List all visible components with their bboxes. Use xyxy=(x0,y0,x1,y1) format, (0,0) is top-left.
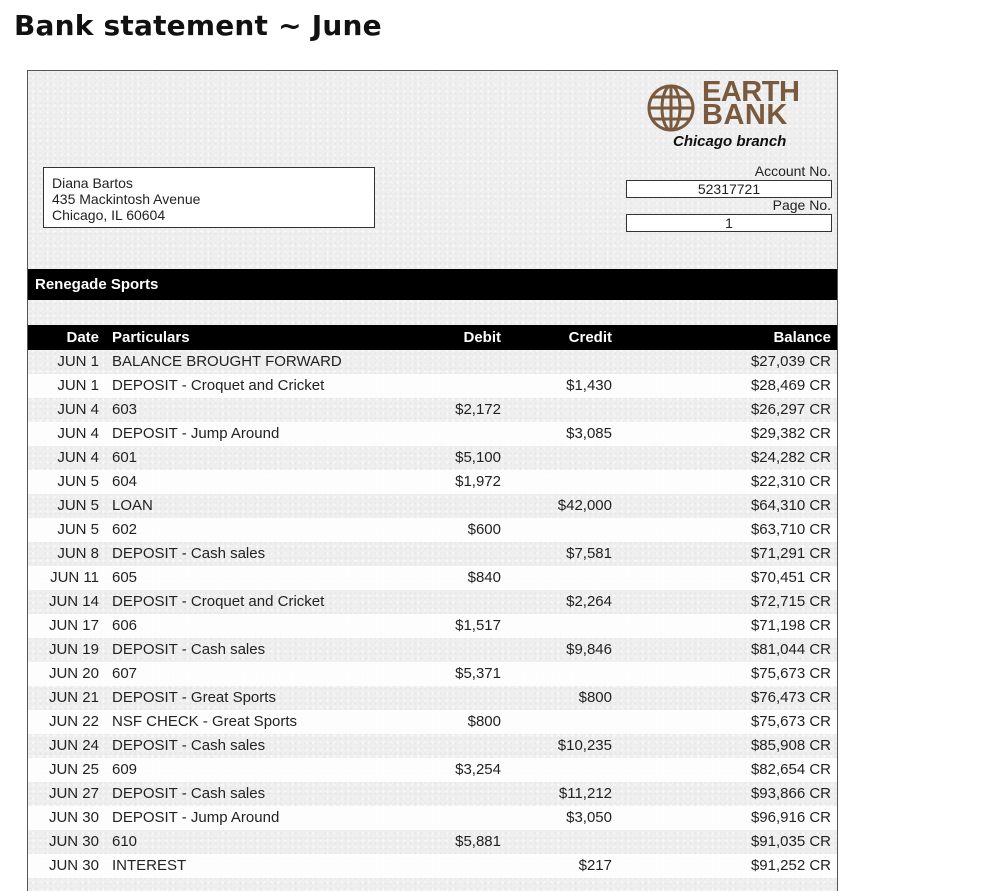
row-particulars: 605 xyxy=(112,569,138,586)
table-row xyxy=(28,542,837,566)
table-row xyxy=(28,446,837,470)
table-row xyxy=(28,494,837,518)
row-credit: $217 xyxy=(578,857,612,874)
account-number-field: 52317721 xyxy=(626,180,832,198)
customer-city: Chicago, IL 60604 xyxy=(52,207,166,223)
table-row xyxy=(28,758,837,782)
row-particulars: NSF CHECK - Great Sports xyxy=(112,713,298,730)
row-date: JUN 19 xyxy=(48,641,99,658)
row-date: JUN 8 xyxy=(57,545,99,562)
row-credit: $1,430 xyxy=(566,377,612,394)
table-row xyxy=(28,422,837,446)
row-debit: $840 xyxy=(467,569,501,586)
table-row xyxy=(28,662,837,686)
table-row xyxy=(28,518,837,542)
row-date: JUN 30 xyxy=(48,857,99,874)
branch-name: Chicago branch xyxy=(673,133,787,150)
table-header xyxy=(28,325,837,350)
row-particulars: BALANCE BROUGHT FORWARD xyxy=(112,353,342,370)
row-date: JUN 5 xyxy=(57,497,99,514)
row-date: JUN 5 xyxy=(57,521,99,538)
row-credit: $800 xyxy=(578,689,612,706)
row-particulars: 604 xyxy=(112,473,138,490)
customer-street: 435 Mackintosh Avenue xyxy=(52,191,201,207)
table-row xyxy=(28,566,837,590)
bank-logo-text xyxy=(702,76,800,131)
bank-statement xyxy=(27,70,838,891)
row-credit: $9,846 xyxy=(566,641,612,658)
row-debit: $2,172 xyxy=(455,401,501,418)
row-debit: $600 xyxy=(467,521,501,538)
row-credit: $3,050 xyxy=(566,809,612,826)
table-row xyxy=(28,398,837,422)
row-particulars: DEPOSIT - Great Sports xyxy=(112,689,276,706)
row-date: JUN 22 xyxy=(48,713,99,730)
row-particulars: LOAN xyxy=(112,497,153,514)
table-row xyxy=(28,854,837,878)
page-number-label: Page No. xyxy=(772,197,831,213)
row-balance: $96,916 CR xyxy=(750,809,831,826)
row-particulars: 610 xyxy=(112,833,138,850)
row-particulars: DEPOSIT - Cash sales xyxy=(112,737,266,754)
row-particulars: 601 xyxy=(112,449,138,466)
row-particulars: DEPOSIT - Cash sales xyxy=(112,545,266,562)
row-balance: $22,310 CR xyxy=(750,473,831,490)
row-debit: $5,371 xyxy=(455,665,501,682)
table-row xyxy=(28,830,837,854)
table-row xyxy=(28,734,837,758)
row-date: JUN 20 xyxy=(48,665,99,682)
row-date: JUN 1 xyxy=(57,377,99,394)
header-date: Date xyxy=(66,329,99,346)
row-particulars: DEPOSIT - Croquet and Cricket xyxy=(112,593,325,610)
row-balance: $75,673 CR xyxy=(750,665,831,682)
row-credit: $42,000 xyxy=(557,497,612,514)
row-debit: $1,972 xyxy=(455,473,501,490)
header-debit: Debit xyxy=(463,329,501,346)
row-particulars: DEPOSIT - Cash sales xyxy=(112,641,266,658)
row-balance: $76,473 CR xyxy=(750,689,831,706)
table-row xyxy=(28,590,837,614)
row-particulars: INTEREST xyxy=(112,857,187,874)
row-balance: $63,710 CR xyxy=(750,521,831,538)
page-number-field: 1 xyxy=(626,214,832,232)
row-credit: $2,264 xyxy=(566,593,612,610)
row-balance: $75,673 CR xyxy=(750,713,831,730)
table-row xyxy=(28,638,837,662)
row-date: JUN 4 xyxy=(57,401,99,418)
row-particulars: 606 xyxy=(112,617,138,634)
row-debit: $3,254 xyxy=(455,761,501,778)
row-particulars: DEPOSIT - Jump Around xyxy=(112,425,280,442)
row-credit: $3,085 xyxy=(566,425,612,442)
row-particulars: 607 xyxy=(112,665,138,682)
customer-address-box xyxy=(43,167,375,228)
row-balance: $64,310 CR xyxy=(750,497,831,514)
row-balance: $85,908 CR xyxy=(750,737,831,754)
customer-name: Diana Bartos xyxy=(52,175,133,191)
row-date: JUN 1 xyxy=(57,353,99,370)
row-debit: $5,100 xyxy=(455,449,501,466)
row-credit: $11,212 xyxy=(558,785,612,802)
logo-line-1: EARTH xyxy=(702,76,800,108)
table-row xyxy=(28,710,837,734)
row-particulars: DEPOSIT - Jump Around xyxy=(112,809,280,826)
row-date: JUN 14 xyxy=(48,593,99,610)
bank-logo xyxy=(646,76,816,141)
globe-icon xyxy=(646,83,696,133)
transaction-rows xyxy=(28,350,837,878)
row-date: JUN 5 xyxy=(57,473,99,490)
page-title: Bank statement ~ June xyxy=(14,9,382,42)
row-particulars: DEPOSIT - Cash sales xyxy=(112,785,266,802)
row-date: JUN 21 xyxy=(48,689,99,706)
row-particulars: DEPOSIT - Croquet and Cricket xyxy=(112,377,325,394)
row-date: JUN 4 xyxy=(57,449,99,466)
row-date: JUN 11 xyxy=(50,569,99,586)
row-date: JUN 4 xyxy=(57,425,99,442)
table-row xyxy=(28,614,837,638)
table-row xyxy=(28,470,837,494)
row-balance: $24,282 CR xyxy=(750,449,831,466)
row-particulars: 603 xyxy=(112,401,138,418)
row-debit: $5,881 xyxy=(455,833,501,850)
row-balance: $28,469 CR xyxy=(750,377,831,394)
row-balance: $71,198 CR xyxy=(750,617,831,634)
row-date: JUN 25 xyxy=(48,761,99,778)
table-row xyxy=(28,374,837,398)
row-debit: $1,517 xyxy=(455,617,501,634)
account-number-label: Account No. xyxy=(754,163,831,179)
row-date: JUN 27 xyxy=(48,785,99,802)
row-date: JUN 24 xyxy=(48,737,99,754)
row-balance: $26,297 CR xyxy=(750,401,831,418)
row-credit: $10,235 xyxy=(557,737,612,754)
row-balance: $93,866 CR xyxy=(750,785,831,802)
row-balance: $72,715 CR xyxy=(750,593,831,610)
row-date: JUN 30 xyxy=(48,809,99,826)
row-particulars: 609 xyxy=(112,761,138,778)
logo-line-2: BANK xyxy=(702,99,788,131)
row-balance: $82,654 CR xyxy=(750,761,831,778)
row-balance: $91,252 CR xyxy=(750,857,831,874)
row-balance: $81,044 CR xyxy=(750,641,831,658)
row-particulars: 602 xyxy=(112,521,138,538)
header-balance: Balance xyxy=(773,329,831,346)
table-row xyxy=(28,806,837,830)
table-row xyxy=(28,350,837,374)
row-date: JUN 30 xyxy=(48,833,99,850)
row-balance: $71,291 CR xyxy=(750,545,831,562)
header-particulars: Particulars xyxy=(112,329,190,346)
row-debit: $800 xyxy=(467,713,501,730)
row-date: JUN 17 xyxy=(48,617,99,634)
table-row xyxy=(28,782,837,806)
row-balance: $29,382 CR xyxy=(750,425,831,442)
company-name-bar: Renegade Sports xyxy=(28,269,837,300)
row-balance: $70,451 CR xyxy=(750,569,831,586)
table-row xyxy=(28,686,837,710)
row-balance: $27,039 CR xyxy=(750,353,831,370)
row-balance: $91,035 CR xyxy=(750,833,831,850)
row-credit: $7,581 xyxy=(566,545,612,562)
header-credit: Credit xyxy=(568,329,612,346)
